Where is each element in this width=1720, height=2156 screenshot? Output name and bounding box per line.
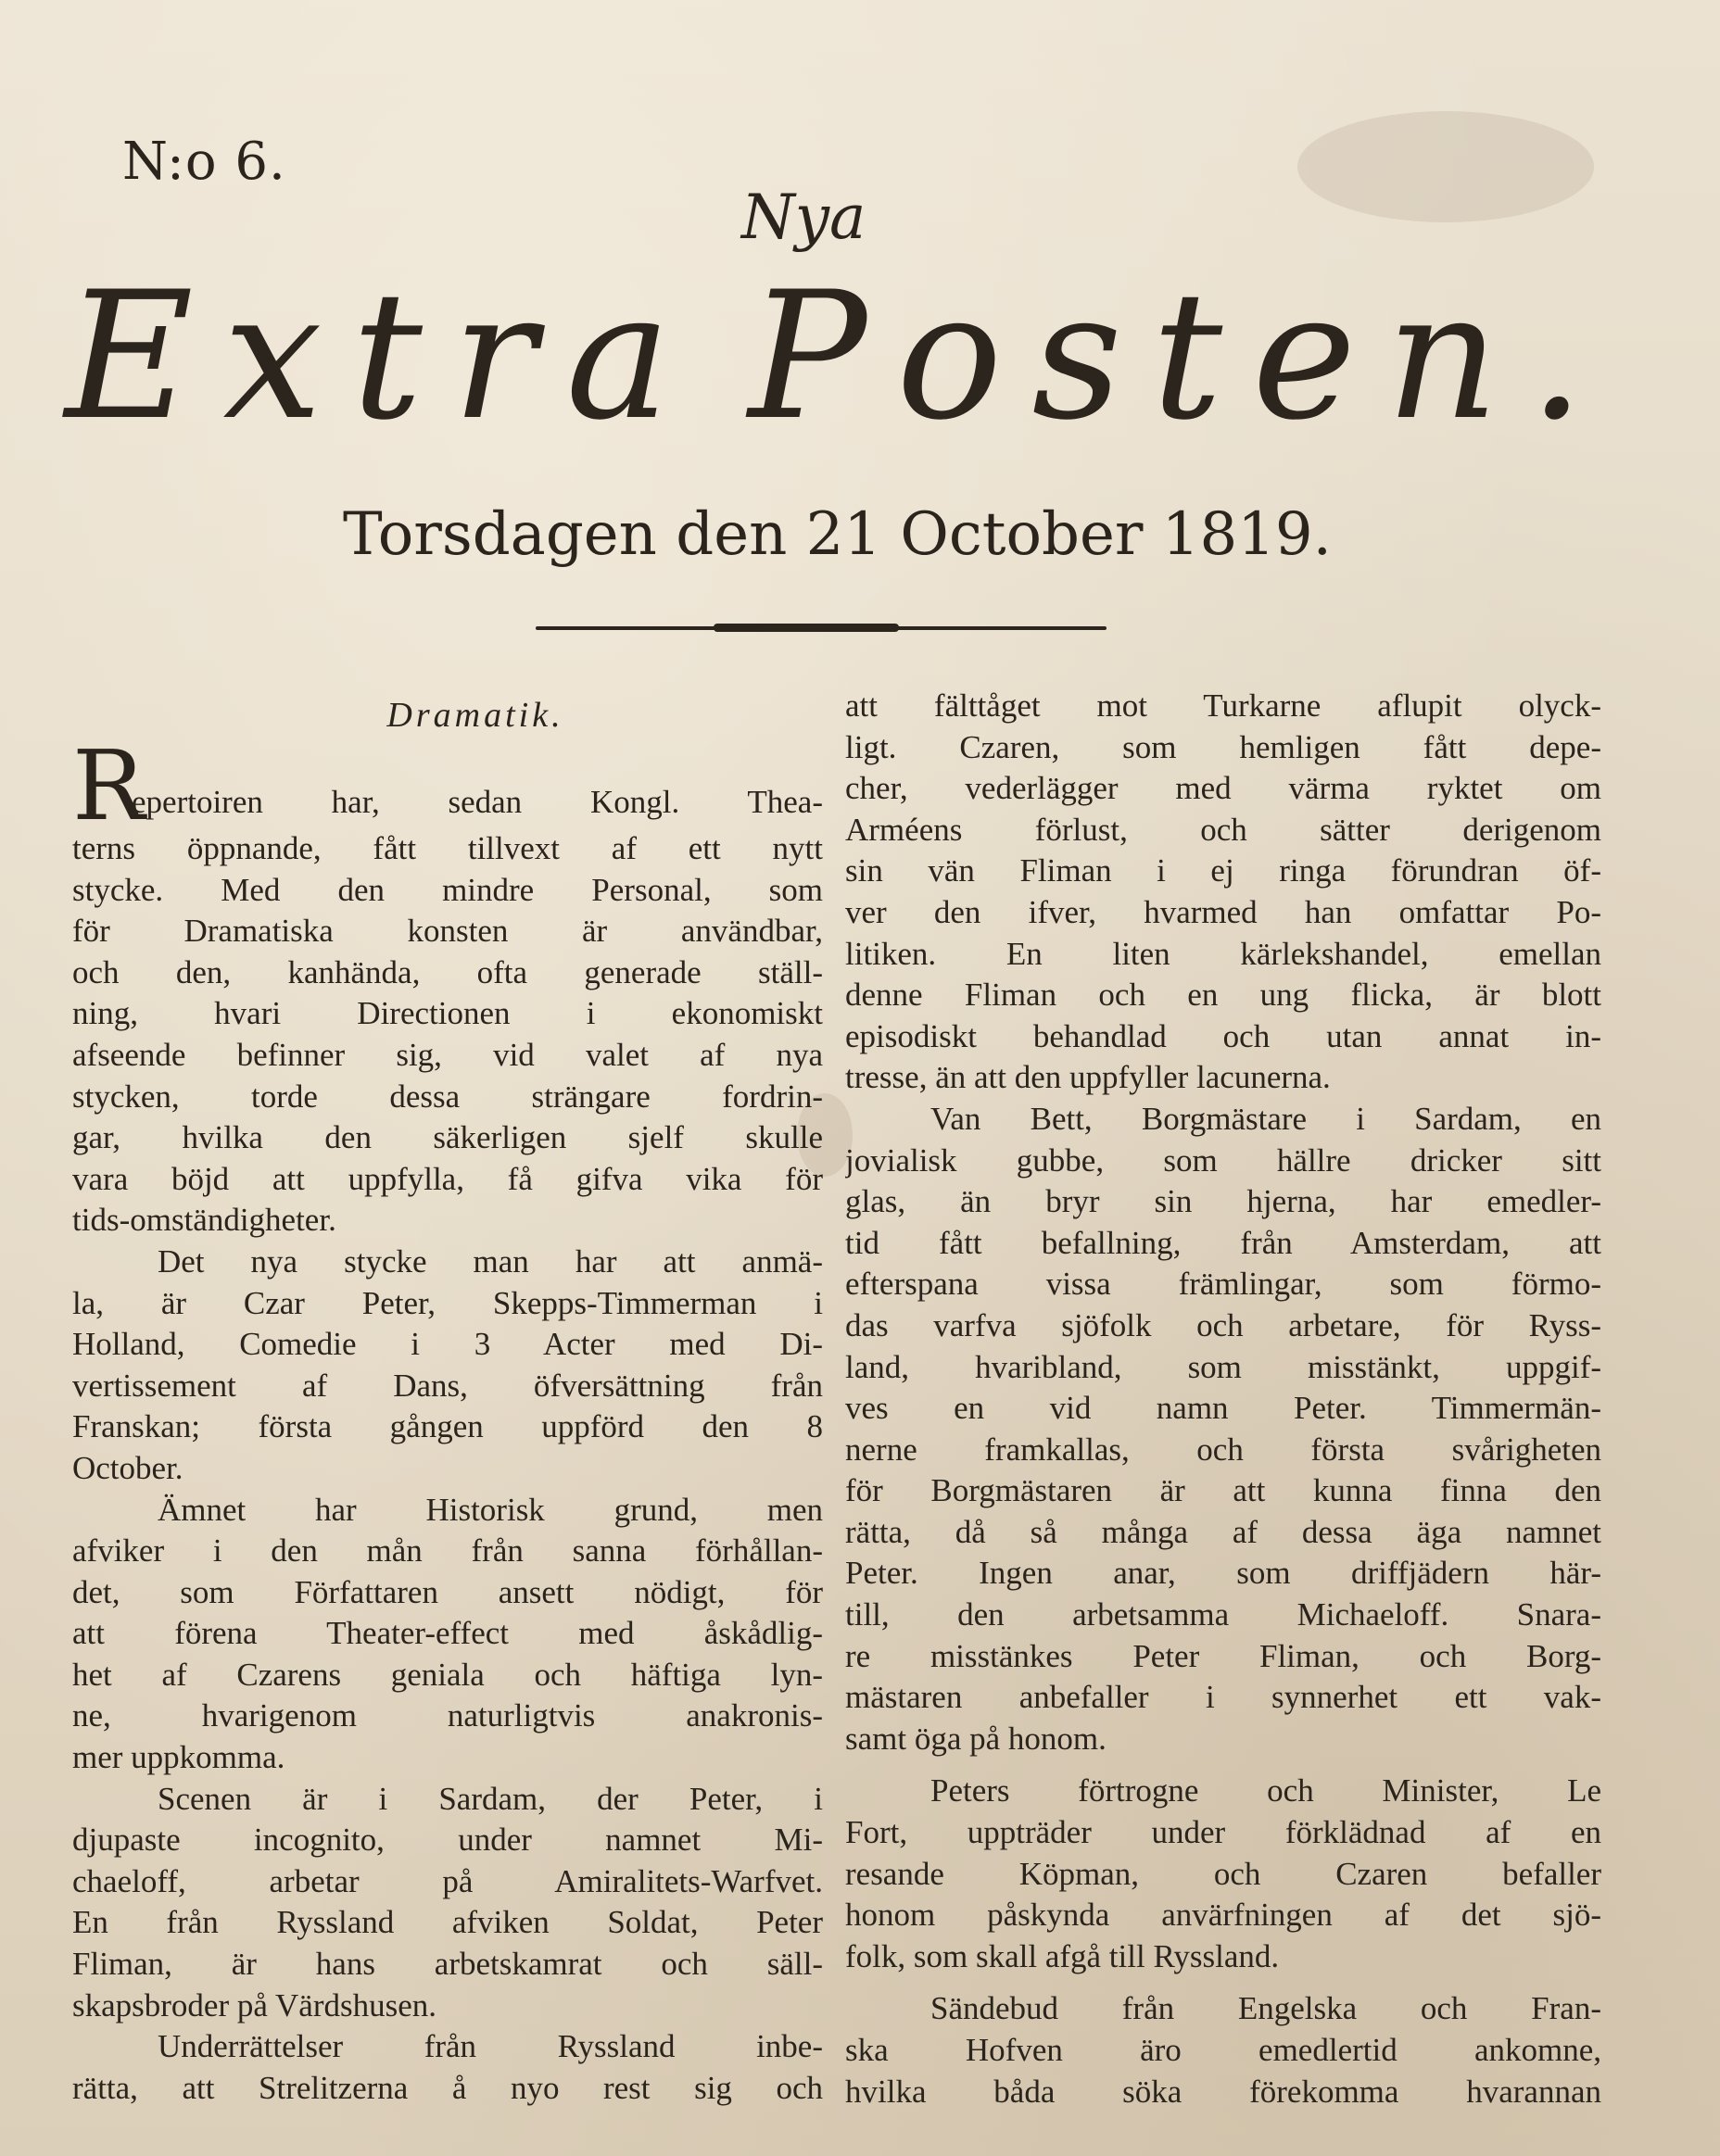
masthead-letter: n [1385,254,1499,459]
text-line: nerne framkallas, och första svårigheten [845,1431,1601,1468]
text-line: denne Fliman och en ung flicka, är blott [845,977,1601,1014]
masthead-letter: e [1252,254,1357,459]
text-line: efterspana vissa främlingar, som förmo- [845,1266,1601,1303]
paragraph-gap [845,1977,1601,1988]
text-line: sin vän Fliman i ej ringa förundran öf- [845,852,1601,889]
text-line: land, hvaribland, som misstänkt, uppgif- [845,1348,1601,1385]
text-line: rätta, då så många af dessa äga namnet [845,1513,1601,1550]
paragraph-gap [845,1759,1601,1771]
text-line: för Dramatiska konsten är användbar, [72,913,823,950]
right-column [845,686,1601,2112]
text-line: stycke. Med den mindre Personal, som [72,871,823,908]
text-line: till, den arbetsamma Michaeloff. Snara- [845,1596,1601,1633]
text-line: chaeloff, arbetar på Amiralitets-Warfvet. [72,1862,823,1899]
masthead-letter: t [351,254,423,459]
text-line: epertoiren har, sedan Kongl. Thea- [132,784,823,820]
left-column [72,686,823,2109]
section-title: Dramatik. [386,696,564,735]
text-line: Det nya stycke man har att anmä- [158,1242,823,1280]
text-line: Ämnet har Historisk grund, men [158,1491,823,1528]
text-line: Fort, uppträder under förklädnad af en [845,1814,1601,1851]
text-line: rätta, att Strelitzerna å nyo rest sig och [72,2069,823,2106]
text-line: cher, vederlägger med värma ryktet om [845,770,1601,807]
text-line: att fälttåget mot Turkarne aflupit olyck- [845,687,1601,724]
text-line: afviker i den mån från sanna förhållan- [72,1532,823,1570]
masthead-title [65,254,1585,459]
text-line: Holland, Comedie i 3 Acter med Di- [72,1326,823,1363]
text-line: la, är Czar Peter, Skepps-Timmerman i [72,1284,823,1321]
text-line: ska Hofven äro emedlertid ankomne, [845,2032,1601,2068]
text-line: October. [72,1449,183,1486]
text-line: tid fått befallning, från Amsterdam, att [845,1224,1601,1261]
text-line: mästaren anbefaller i synnerhet ett vak- [845,1679,1601,1716]
text-line: samt öga på honom. [845,1720,1107,1757]
masthead-letter: . [1528,254,1585,459]
masthead-letter: a [565,254,671,459]
text-line: Sändebud från Engelska och Fran- [930,1990,1601,2027]
text-line: resande Köpman, och Czaren befaller [845,1855,1601,1892]
text-line: hvilka båda söka förekomma hvarannan [845,2073,1601,2110]
text-line: Van Bett, Borgmästare i Sardam, en [930,1100,1601,1137]
text-line: Arméens förlust, och sätter derigenom [845,811,1601,848]
text-line: mer uppkomma. [72,1739,285,1776]
masthead-letter: E [65,254,194,459]
text-line: vertissement af Dans, öfversättning från [72,1367,823,1404]
text-line: Scenen är i Sardam, der Peter, i [158,1780,823,1817]
text-line: tresse, än att den uppfyller lacunerna. [845,1059,1331,1096]
issue-number: N:o 6. [122,132,286,192]
text-line: ligt. Czaren, som hemligen fått depe- [845,728,1601,765]
masthead-letter: s [1031,254,1122,459]
text-line: Franskan; första gången uppförd den 8 [72,1408,823,1445]
text-line: folk, som skall afgå till Ryssland. [845,1937,1280,1974]
text-line: Underrättelser från Ryssland inbe- [158,2028,823,2065]
drop-cap: R [72,729,145,842]
text-line: das varfva sjöfolk och arbetare, för Ryss- [845,1306,1601,1343]
text-line: vara böjd att uppfylla, få gifva vika för [72,1160,823,1197]
masthead-letter: P [748,254,867,459]
masthead-nya: Nya [741,182,866,253]
masthead-letter: r [451,254,537,459]
text-line: djupaste incognito, under namnet Mi- [72,1822,823,1859]
text-line: episodiskt behandlad och utan annat in- [845,1017,1601,1054]
dateline: Torsdagen den 21 October 1819. [343,500,1332,569]
text-line: jovialisk gubbe, som hällre dricker sitt [845,1141,1601,1179]
text-line: och den, kanhända, ofta generade ställ- [72,953,823,990]
text-line: re misstänkes Peter Fliman, och Borg- [845,1637,1601,1674]
masthead-letter: x [222,254,322,459]
text-line: En från Ryssland afviken Soldat, Peter [72,1904,823,1941]
text-line: gar, hvilka den säkerligen sjelf skulle [72,1119,823,1156]
text-line: stycken, torde dessa strängare fordrin- [72,1078,823,1115]
text-line: het af Czarens geniala och häftiga lyn- [72,1656,823,1693]
text-line: Fliman, är hans arbetskamrat och säll- [72,1946,823,1983]
text-line: skapsbroder på Värdshusen. [72,1986,437,2024]
text-line: ning, hvari Directionen i ekonomiskt [72,995,823,1032]
text-line: ne, hvarigenom naturligtvis anakronis- [72,1697,823,1734]
text-line: glas, än bryr sin hjerna, har emedler- [845,1183,1601,1220]
text-line: Peter. Ingen anar, som driffjädern här- [845,1555,1601,1592]
text-line: för Borgmästaren är att kunna finna den [845,1472,1601,1509]
text-line: terns öppnande, fått tillvext af ett nytt [72,830,823,866]
paper-stain [1297,111,1594,222]
text-line: att förena Theater-effect med åskådlig- [72,1615,823,1652]
text-line: tids-omständigheter. [72,1202,336,1239]
text-line: honom påskynda anvärfningen af det sjö- [845,1897,1601,1934]
text-line: afseende befinner sig, vid valet af nya [72,1036,823,1073]
masthead-letter: o [896,254,1003,459]
text-line: ver den ifver, hvarmed han omfattar Po- [845,893,1601,930]
header-divider-ornament [714,624,899,632]
text-line: litiken. En liten kärlekshandel, emellan [845,935,1601,972]
masthead-letter: t [1151,254,1223,459]
text-line: det, som Författaren ansett nödigt, för [72,1573,823,1610]
text-line: Peters förtrogne och Minister, Le [930,1772,1601,1809]
text-line: ves en vid namn Peter. Timmermän- [845,1390,1601,1427]
